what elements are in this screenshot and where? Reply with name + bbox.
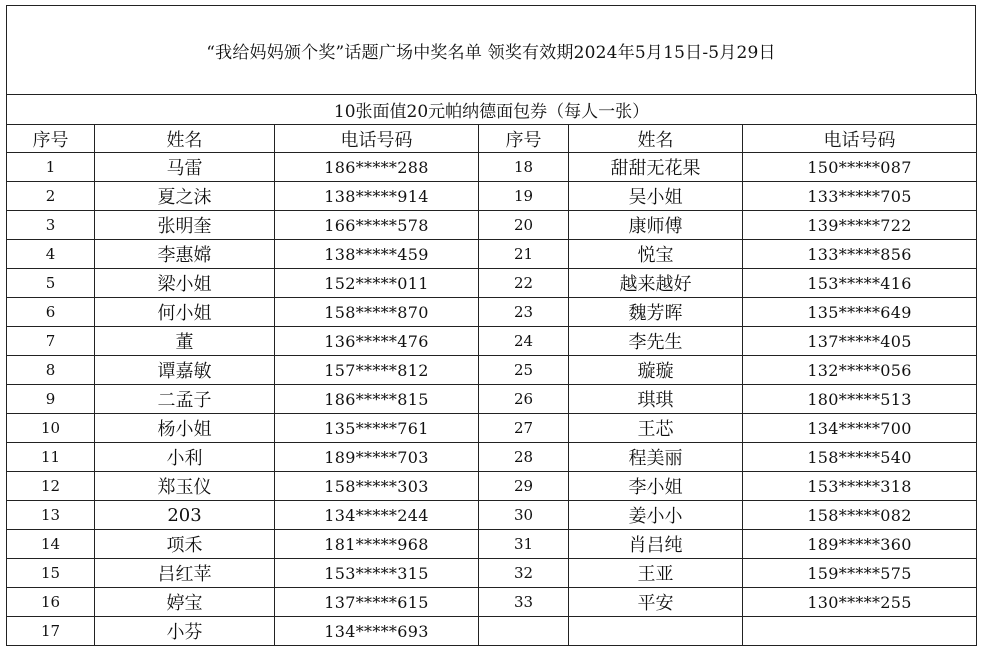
right-name-cell: 肖吕纯 bbox=[569, 530, 743, 559]
left-serial-cell: 1 bbox=[7, 153, 95, 182]
right-name-cell: 魏芳晖 bbox=[569, 298, 743, 327]
right-name-cell: 康师傅 bbox=[569, 211, 743, 240]
left-serial-cell: 7 bbox=[7, 327, 95, 356]
right-serial-cell: 29 bbox=[479, 472, 569, 501]
right-phone-cell: 130*****255 bbox=[743, 588, 977, 617]
left-serial-cell: 14 bbox=[7, 530, 95, 559]
left-phone-cell: 166*****578 bbox=[275, 211, 479, 240]
table-row bbox=[7, 182, 977, 211]
right-phone-cell: 137*****405 bbox=[743, 327, 977, 356]
right-name-cell: 悦宝 bbox=[569, 240, 743, 269]
left-name-cell: 吕红苹 bbox=[95, 559, 275, 588]
right-name-cell: 程美丽 bbox=[569, 443, 743, 472]
left-serial-cell: 10 bbox=[7, 414, 95, 443]
left-phone-cell: 181*****968 bbox=[275, 530, 479, 559]
table-row bbox=[7, 153, 977, 182]
right-serial-cell: 24 bbox=[479, 327, 569, 356]
left-phone-cell: 136*****476 bbox=[275, 327, 479, 356]
right-serial-cell: 19 bbox=[479, 182, 569, 211]
right-name-cell: 甜甜无花果 bbox=[569, 153, 743, 182]
left-phone-cell: 138*****914 bbox=[275, 182, 479, 211]
left-phone-cell: 137*****615 bbox=[275, 588, 479, 617]
left-serial-cell: 4 bbox=[7, 240, 95, 269]
right-phone-cell: 150*****087 bbox=[743, 153, 977, 182]
left-name-cell: 203 bbox=[95, 501, 275, 530]
table-row bbox=[7, 269, 977, 298]
left-serial-cell: 5 bbox=[7, 269, 95, 298]
right-phone-cell: 180*****513 bbox=[743, 385, 977, 414]
table-row bbox=[7, 443, 977, 472]
table-row bbox=[7, 385, 977, 414]
left-phone-cell: 157*****812 bbox=[275, 356, 479, 385]
left-name-cell: 小芬 bbox=[95, 617, 275, 646]
left-name-cell: 梁小姐 bbox=[95, 269, 275, 298]
left-phone-cell: 189*****703 bbox=[275, 443, 479, 472]
right-phone-cell: 189*****360 bbox=[743, 530, 977, 559]
left-name-cell: 马雷 bbox=[95, 153, 275, 182]
table-row bbox=[7, 327, 977, 356]
left-serial-cell: 8 bbox=[7, 356, 95, 385]
left-phone-cell: 186*****288 bbox=[275, 153, 479, 182]
header-phone-right: 电话号码 bbox=[743, 125, 977, 153]
right-name-cell: 王亚 bbox=[569, 559, 743, 588]
left-serial-cell: 12 bbox=[7, 472, 95, 501]
right-name-cell: 璇璇 bbox=[569, 356, 743, 385]
left-name-cell: 夏之沫 bbox=[95, 182, 275, 211]
right-serial-cell: 20 bbox=[479, 211, 569, 240]
left-phone-cell: 134*****693 bbox=[275, 617, 479, 646]
right-name-cell: 琪琪 bbox=[569, 385, 743, 414]
table-row bbox=[7, 472, 977, 501]
right-serial-cell: 32 bbox=[479, 559, 569, 588]
left-name-cell: 张明奎 bbox=[95, 211, 275, 240]
prize-row bbox=[7, 95, 977, 125]
right-serial-cell: 31 bbox=[479, 530, 569, 559]
header-row bbox=[7, 125, 977, 153]
left-phone-cell: 158*****303 bbox=[275, 472, 479, 501]
left-serial-cell: 11 bbox=[7, 443, 95, 472]
right-phone-cell: 139*****722 bbox=[743, 211, 977, 240]
left-phone-cell: 152*****011 bbox=[275, 269, 479, 298]
right-serial-cell bbox=[479, 617, 569, 646]
prize-description: 10张面值20元帕纳德面包券（每人一张） bbox=[7, 95, 977, 125]
right-phone-cell: 132*****056 bbox=[743, 356, 977, 385]
left-phone-cell: 138*****459 bbox=[275, 240, 479, 269]
right-name-cell bbox=[569, 617, 743, 646]
left-serial-cell: 13 bbox=[7, 501, 95, 530]
header-name-right: 姓名 bbox=[569, 125, 743, 153]
winners-sheet bbox=[6, 5, 976, 646]
right-serial-cell: 28 bbox=[479, 443, 569, 472]
left-serial-cell: 2 bbox=[7, 182, 95, 211]
left-name-cell: 李惠嫦 bbox=[95, 240, 275, 269]
left-name-cell: 何小姐 bbox=[95, 298, 275, 327]
header-no-left: 序号 bbox=[7, 125, 95, 153]
left-serial-cell: 3 bbox=[7, 211, 95, 240]
left-name-cell: 杨小姐 bbox=[95, 414, 275, 443]
right-name-cell: 李小姐 bbox=[569, 472, 743, 501]
left-phone-cell: 135*****761 bbox=[275, 414, 479, 443]
table-row bbox=[7, 211, 977, 240]
right-phone-cell: 158*****082 bbox=[743, 501, 977, 530]
left-name-cell: 项禾 bbox=[95, 530, 275, 559]
right-serial-cell: 30 bbox=[479, 501, 569, 530]
winners-table bbox=[6, 94, 977, 646]
right-phone-cell: 158*****540 bbox=[743, 443, 977, 472]
left-name-cell: 郑玉仪 bbox=[95, 472, 275, 501]
table-row bbox=[7, 414, 977, 443]
left-phone-cell: 134*****244 bbox=[275, 501, 479, 530]
right-name-cell: 李先生 bbox=[569, 327, 743, 356]
left-serial-cell: 15 bbox=[7, 559, 95, 588]
right-serial-cell: 27 bbox=[479, 414, 569, 443]
right-name-cell: 平安 bbox=[569, 588, 743, 617]
right-serial-cell: 33 bbox=[479, 588, 569, 617]
right-phone-cell: 159*****575 bbox=[743, 559, 977, 588]
left-name-cell: 谭嘉敏 bbox=[95, 356, 275, 385]
left-serial-cell: 9 bbox=[7, 385, 95, 414]
right-phone-cell: 153*****318 bbox=[743, 472, 977, 501]
left-name-cell: 董 bbox=[95, 327, 275, 356]
left-serial-cell: 16 bbox=[7, 588, 95, 617]
title-box bbox=[6, 5, 976, 94]
table-row bbox=[7, 240, 977, 269]
left-phone-cell: 158*****870 bbox=[275, 298, 479, 327]
right-serial-cell: 18 bbox=[479, 153, 569, 182]
table-row bbox=[7, 298, 977, 327]
right-serial-cell: 26 bbox=[479, 385, 569, 414]
left-name-cell: 二孟子 bbox=[95, 385, 275, 414]
left-serial-cell: 17 bbox=[7, 617, 95, 646]
right-phone-cell: 133*****856 bbox=[743, 240, 977, 269]
right-serial-cell: 23 bbox=[479, 298, 569, 327]
header-name-left: 姓名 bbox=[95, 125, 275, 153]
right-name-cell: 吴小姐 bbox=[569, 182, 743, 211]
left-phone-cell: 186*****815 bbox=[275, 385, 479, 414]
right-phone-cell: 134*****700 bbox=[743, 414, 977, 443]
left-name-cell: 小利 bbox=[95, 443, 275, 472]
right-name-cell: 越来越好 bbox=[569, 269, 743, 298]
right-phone-cell: 133*****705 bbox=[743, 182, 977, 211]
table-row bbox=[7, 530, 977, 559]
right-name-cell: 姜小小 bbox=[569, 501, 743, 530]
header-phone-left: 电话号码 bbox=[275, 125, 479, 153]
right-name-cell: 王芯 bbox=[569, 414, 743, 443]
left-serial-cell: 6 bbox=[7, 298, 95, 327]
header-no-right: 序号 bbox=[479, 125, 569, 153]
left-phone-cell: 153*****315 bbox=[275, 559, 479, 588]
table-row bbox=[7, 588, 977, 617]
right-phone-cell: 135*****649 bbox=[743, 298, 977, 327]
right-phone-cell bbox=[743, 617, 977, 646]
right-phone-cell: 153*****416 bbox=[743, 269, 977, 298]
right-serial-cell: 25 bbox=[479, 356, 569, 385]
table-row bbox=[7, 617, 977, 646]
page-title: “我给妈妈颁个奖”话题广场中奖名单 领奖有效期2024年5月15日-5月29日 bbox=[206, 42, 776, 63]
right-serial-cell: 21 bbox=[479, 240, 569, 269]
left-name-cell: 婷宝 bbox=[95, 588, 275, 617]
table-row bbox=[7, 501, 977, 530]
table-row bbox=[7, 559, 977, 588]
table-row bbox=[7, 356, 977, 385]
right-serial-cell: 22 bbox=[479, 269, 569, 298]
